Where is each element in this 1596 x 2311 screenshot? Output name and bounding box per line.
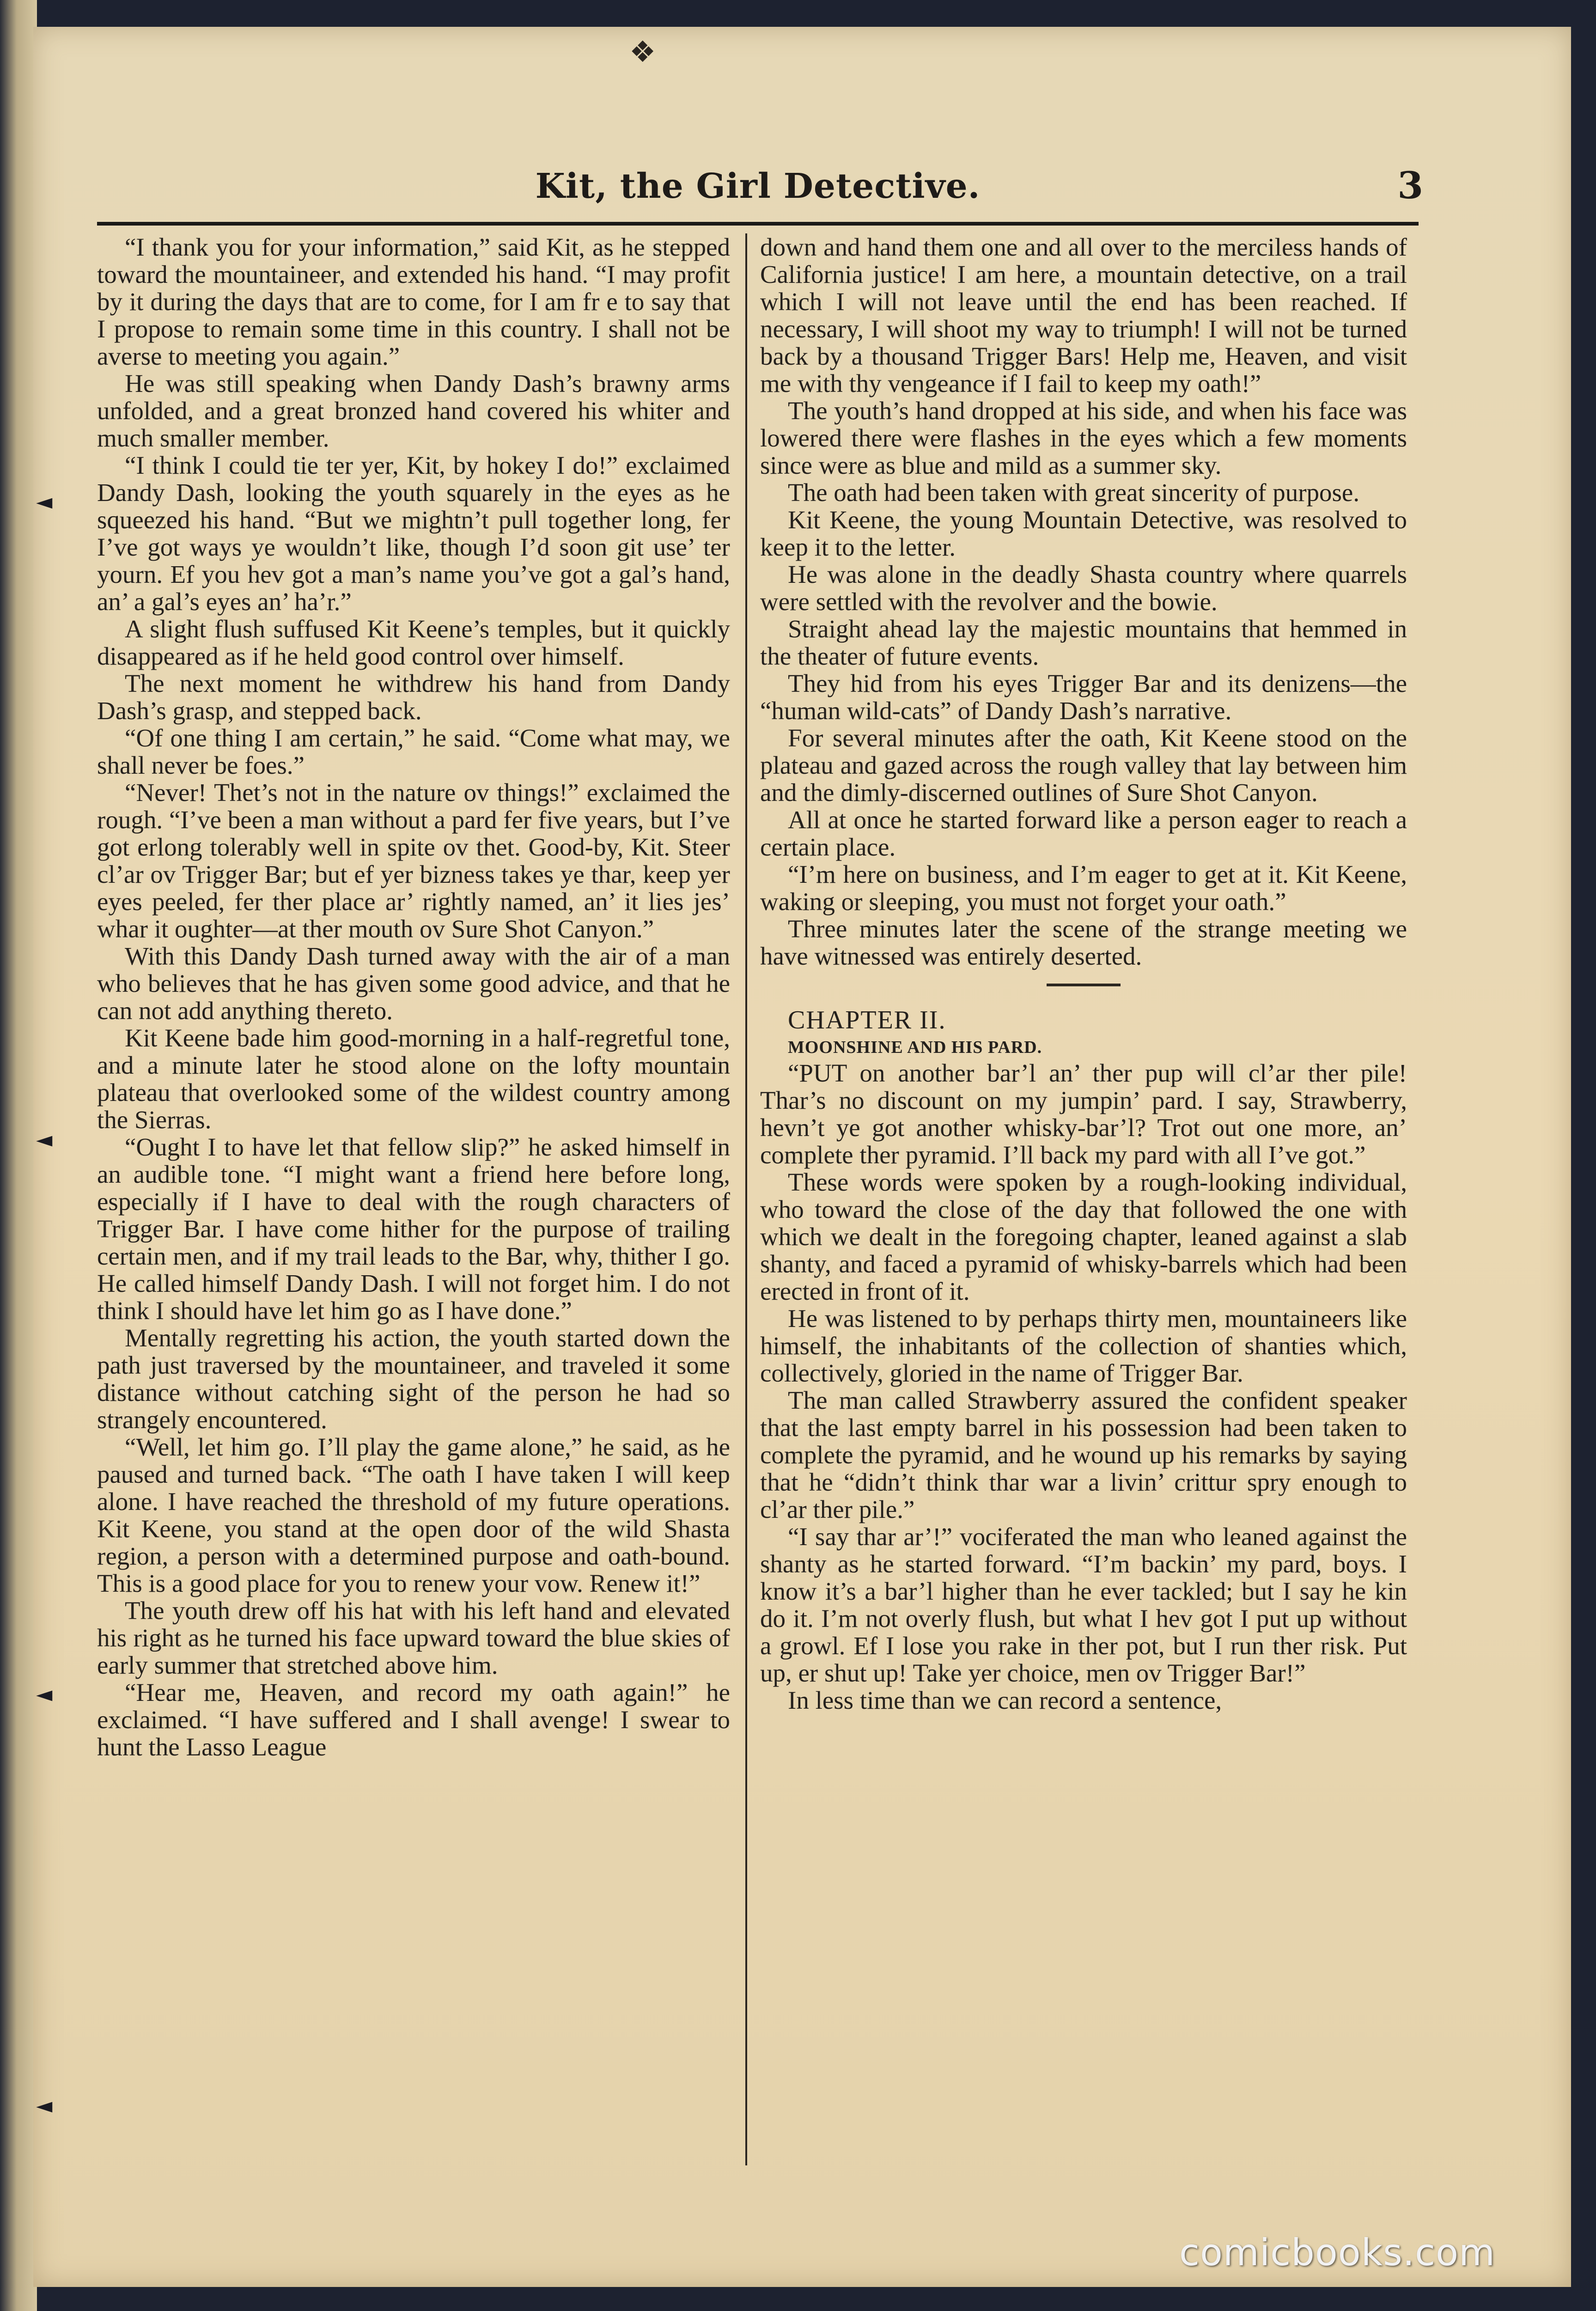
page-number: 3 — [1397, 164, 1423, 207]
paragraph: “PUT on another bar’l an’ ther pup will cl’ar ther pile! Thar’s no discount on my jumpin’ pard. I say, Strawberry, hevn’t ye got another whisky-bar’l? Trot out one more, an’ complete ther pyramid. I’ll back my pard with all I’ve got.” — [760, 1059, 1407, 1169]
paragraph: The oath had been taken with great sincerity of purpose. — [788, 478, 1360, 507]
paragraph-list-right-top — [760, 233, 1407, 970]
paragraph: Kit Keene, the young Mountain Detective, was resolved to keep it to the letter. — [760, 506, 1407, 561]
binding-ornament-icon: ❖ — [629, 35, 656, 69]
paragraph: Kit Keene bade him good-morning in a half-regretful tone, and a minute later he stood alone on the lofty mountain plateau that overlooked some of the wildest country among the Sierras. — [97, 1024, 730, 1134]
running-title: Kit, the Girl Detective. — [535, 166, 981, 206]
paragraph: Mentally regretting his action, the youth started down the path just traversed by the mountaineer, and traveled it some distance without catching sight of the person he had so strangely encountered. — [97, 1324, 730, 1434]
paragraph: “Of one thing I am certain,” he said. “Come what may, we shall never be foes.” — [97, 724, 730, 779]
section-divider — [1047, 984, 1121, 986]
paragraph: The man called Strawberry assured the confident speaker that the last empty barrel in his possession had been taken to complete the pyramid, and he wound up his remarks by saying that he “didn’t think thar war a livin’ crittur spry enough to cl’ar ther pile.” — [760, 1386, 1407, 1523]
stitch-mark-icon: ◄ — [36, 2093, 53, 2118]
paragraph: Straight ahead lay the majestic mountains that hemmed in the theater of future events. — [760, 615, 1407, 670]
stitch-mark-icon: ◄ — [36, 489, 53, 514]
paragraph-list-right-bottom — [760, 1059, 1407, 1714]
text-column-left — [97, 233, 730, 2165]
stitch-mark-icon: ◄ — [36, 1127, 53, 1152]
paragraph: He was listened to by perhaps thirty men, mountaineers like himself, the inhabitants of the collection of shanties which, collectively, gloried in the name of Trigger Bar. — [760, 1304, 1407, 1387]
paragraph: “I thank you for your information,” said Kit, as he stepped toward the mountaineer, and extended his hand. “I may profit by it during the days that are to come, for I am fr e to say that I propose to remain some time in this country. I shall not be averse to meeting you again.” — [97, 233, 730, 370]
paragraph: The next moment he withdrew his hand from Dandy Dash’s grasp, and stepped back. — [97, 669, 730, 725]
paragraph: The youth drew off his hat with his left hand and elevated his right as he turned his face upward toward the blue skies of early summer that stretched above him. — [97, 1596, 730, 1679]
paragraph: He was alone in the deadly Shasta country where quarrels were settled with the revolver and the bowie. — [760, 560, 1407, 616]
paragraph: All at once he started forward like a person eager to reach a certain place. — [760, 806, 1407, 861]
paragraph: In less time than we can record a sentence, — [788, 1686, 1222, 1714]
book-spine — [0, 0, 37, 2311]
running-header — [97, 153, 1423, 226]
paragraph: He was still speaking when Dandy Dash’s brawny arms unfolded, and a great bronzed hand covered his whiter and much smaller member. — [97, 369, 730, 452]
paragraph: They hid from his eyes Trigger Bar and its denizens—the “human wild-cats” of Dandy Dash’s narrative. — [760, 669, 1407, 725]
paragraph: For several minutes after the oath, Kit Keene stood on the plateau and gazed across the rough valley that lay between him and the dimly-discerned outlines of Sure Shot Canyon. — [760, 724, 1407, 807]
paragraph: “I think I could tie ter yer, Kit, by hokey I do!” exclaimed Dandy Dash, looking the youth squarely in the eyes as he squeezed his hand. “But we mightn’t pull together long, fer I’ve got ways ye wouldn’t like, though I’d soon git use’ ter yourn. Ef you hev got a man’s name you’ve got a gal’s hand, an’ a gal’s eyes an’ ha’r.” — [97, 451, 730, 616]
text-column-right — [760, 233, 1407, 2165]
chapter-title: CHAPTER II. — [788, 1006, 946, 1034]
column-divider — [745, 233, 747, 2165]
paragraph-list-left — [97, 233, 730, 1761]
paragraph: “Ought I to have let that fellow slip?” he asked himself in an audible tone. “I might want a friend here before long, especially if I have to deal with the rough characters of Trigger Bar. I have come hither for the purpose of trailing certain men, and if my trail leads to the Bar, why, thither I go. He called himself Dandy Dash. I will not forget him. I do not think I should have let him go as I have done.” — [97, 1133, 730, 1325]
paragraph: “Well, let him go. I’ll play the game alone,” he said, as he paused and turned back. “The oath I have taken I will keep alone. I have reached the threshold of my future operations. Kit Keene, you stand at the open door of the wild Shasta region, a person with a determined purpose and oath-bound. This is a good place for you to renew your vow. Renew it!” — [97, 1433, 730, 1597]
paragraph: The youth’s hand dropped at his side, and when his face was lowered there were flashes in the eyes which a few moments since were as blue and mild as a summer sky. — [760, 397, 1407, 479]
paragraph: With this Dandy Dash turned away with the air of a man who believes that he has given some good advice, and that he can not add anything thereto. — [97, 942, 730, 1025]
stitch-mark-icon: ◄ — [36, 1681, 53, 1706]
paragraph: “Hear me, Heaven, and record my oath again!” he exclaimed. “I have suffered and I shall avenge! I swear to hunt the Lasso League — [97, 1678, 730, 1761]
paragraph: “I say thar ar’!” vociferated the man who leaned against the shanty as he started forward. “I’m backin’ my pard, boys. I know it’s a bar’l higher than he ever tackled; but I say he kin do it. I’m not overly flush, but what I hev got I put up without a growl. Ef I lose you rake in ther pot, but I run ther risk. Put up, er shut up! Take yer choice, men ov Trigger Bar!” — [760, 1522, 1407, 1687]
paragraph: These words were spoken by a rough-looking individual, who toward the close of the day that followed the one with which we dealt in the foregoing chapter, leaned against a slab shanty, and faced a pyramid of whisky-barrels which had been erected in front of it. — [760, 1168, 1407, 1305]
paragraph: A slight flush suffused Kit Keene’s temples, but it quickly disappeared as if he held good control over himself. — [97, 615, 730, 670]
watermark: comicbooks.com — [1179, 2231, 1496, 2274]
paragraph: down and hand them one and all over to the merciless hands of California justice! I am here, a mountain detective, on a trail which I will not leave until the end has been reached. If necessary, I will shoot my way to triumph! I will not be turned back by a thousand Trigger Bars! Help me, Heaven, and visit me with thy vengeance if I fail to keep my oath!” — [760, 233, 1407, 397]
paragraph: “I’m here on business, and I’m eager to get at it. Kit Keene, waking or sleeping, you must not forget your oath.” — [760, 860, 1407, 916]
paragraph: “Never! Thet’s not in the nature ov things!” exclaimed the rough. “I’ve been a man without a pard fer five years, but I’ve got erlong tolerably well in spite ov thet. Good-by, Kit. Steer cl’ar ov Trigger Bar; but ef yer bizness takes ye thar, keep yer eyes peeled, fer ther place ar’ rightly named, an’ it lies jes’ whar it oughter—at ther mouth ov Sure Shot Canyon.” — [97, 778, 730, 943]
paragraph: Three minutes later the scene of the strange meeting we have witnessed was entirely deserted. — [760, 915, 1407, 970]
chapter-subtitle: MOONSHINE AND HIS PARD. — [788, 1038, 1042, 1057]
